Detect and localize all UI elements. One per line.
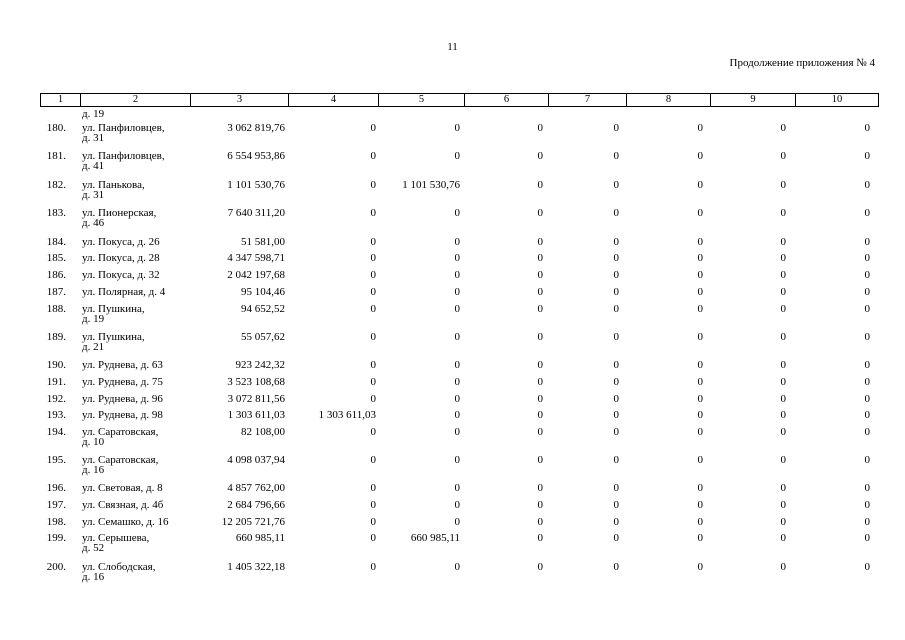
- value-col-9: 0: [780, 252, 786, 264]
- value-col-7: 0: [613, 561, 619, 573]
- row-number: 198.: [46, 516, 66, 528]
- value-col-4: 0: [370, 207, 376, 219]
- value-col-7: 0: [613, 179, 619, 191]
- value-col-8: 0: [697, 150, 703, 162]
- value-col-4: 0: [370, 150, 376, 162]
- value-col-4: 0: [370, 286, 376, 298]
- address-line-2: д. 16: [82, 571, 105, 583]
- value-col-9: 0: [780, 393, 786, 405]
- value-col-7: 0: [613, 376, 619, 388]
- column-header: 3: [191, 94, 289, 107]
- value-col-3: 2 042 197,68: [227, 269, 285, 281]
- value-col-5: 0: [454, 499, 460, 511]
- value-col-7: 0: [613, 286, 619, 298]
- row-number: 192.: [46, 393, 66, 405]
- value-col-6: 0: [537, 150, 543, 162]
- column-header: 2: [81, 94, 191, 107]
- value-col-3: 7 640 311,20: [227, 207, 285, 219]
- value-col-9: 0: [780, 359, 786, 371]
- address-line: ул. Семашко, д. 16: [82, 516, 169, 528]
- value-col-5: 0: [454, 207, 460, 219]
- carryover-address: д. 19: [82, 108, 105, 120]
- value-col-9: 0: [780, 454, 786, 466]
- value-col-3: 6 554 953,86: [227, 150, 285, 162]
- value-col-5: 0: [454, 516, 460, 528]
- row-number: 189.: [46, 331, 66, 343]
- value-col-5: 0: [454, 454, 460, 466]
- value-col-6: 0: [537, 482, 543, 494]
- row-number: 190.: [46, 359, 66, 371]
- address-line-2: д. 21: [82, 341, 105, 353]
- continuation-title: Продолжение приложения № 4: [729, 57, 875, 69]
- address-line-2: д. 46: [82, 217, 105, 229]
- value-col-9: 0: [780, 426, 786, 438]
- table-row: [40, 372, 878, 389]
- value-col-9: 0: [780, 236, 786, 248]
- value-col-3: 1 101 530,76: [227, 179, 285, 191]
- address-line-2: д. 31: [82, 189, 105, 201]
- value-col-7: 0: [613, 150, 619, 162]
- value-col-5: 0: [454, 359, 460, 371]
- value-col-8: 0: [697, 499, 703, 511]
- value-col-7: 0: [613, 236, 619, 248]
- row-number: 183.: [46, 207, 66, 219]
- value-col-3: 4 098 037,94: [227, 454, 285, 466]
- value-col-10: 0: [864, 516, 870, 528]
- value-col-8: 0: [697, 286, 703, 298]
- column-header: 7: [549, 94, 627, 107]
- row-number: 184.: [46, 236, 66, 248]
- value-col-8: 0: [697, 454, 703, 466]
- value-col-7: 0: [613, 499, 619, 511]
- value-col-4: 0: [370, 454, 376, 466]
- table-row: [40, 478, 878, 495]
- value-col-4: 0: [370, 236, 376, 248]
- value-col-3: 51 581,00: [241, 236, 285, 248]
- value-col-10: 0: [864, 236, 870, 248]
- row-number: 186.: [46, 269, 66, 281]
- value-col-8: 0: [697, 359, 703, 371]
- address-line: ул. Саратовская,: [82, 426, 159, 438]
- value-col-4: 0: [370, 393, 376, 405]
- address-line-2: д. 19: [82, 313, 105, 325]
- value-col-4: 0: [370, 376, 376, 388]
- row-number: 191.: [46, 376, 66, 388]
- table-row: [40, 495, 878, 512]
- value-col-6: 0: [537, 376, 543, 388]
- value-col-10: 0: [864, 179, 870, 191]
- value-col-6: 0: [537, 303, 543, 315]
- address-line: ул. Пионерская,: [82, 207, 157, 219]
- address-line: ул. Руднева, д. 75: [82, 376, 163, 388]
- value-col-9: 0: [780, 561, 786, 573]
- value-col-10: 0: [864, 359, 870, 371]
- value-col-3: 660 985,11: [235, 532, 285, 544]
- value-col-9: 0: [780, 409, 786, 421]
- value-col-10: 0: [864, 252, 870, 264]
- value-col-3: 55 057,62: [241, 331, 285, 343]
- value-col-4: 0: [370, 426, 376, 438]
- row-number: 200.: [46, 561, 66, 573]
- value-col-6: 0: [537, 532, 543, 544]
- value-col-9: 0: [780, 376, 786, 388]
- address-line: ул. Слободская,: [82, 561, 156, 573]
- value-col-10: 0: [864, 207, 870, 219]
- value-col-4: 0: [370, 532, 376, 544]
- address-line-2: д. 41: [82, 160, 105, 172]
- value-col-3: 4 347 598,71: [227, 252, 285, 264]
- value-col-6: 0: [537, 236, 543, 248]
- value-col-7: 0: [613, 303, 619, 315]
- value-col-6: 0: [537, 122, 543, 134]
- carryover-row: [40, 108, 878, 118]
- address-line: ул. Покуса, д. 26: [82, 236, 160, 248]
- value-col-7: 0: [613, 454, 619, 466]
- value-col-6: 0: [537, 561, 543, 573]
- value-col-10: 0: [864, 393, 870, 405]
- row-number: 195.: [46, 454, 66, 466]
- value-col-10: 0: [864, 331, 870, 343]
- value-col-8: 0: [697, 207, 703, 219]
- value-col-10: 0: [864, 376, 870, 388]
- address-line: ул. Руднева, д. 96: [82, 393, 163, 405]
- value-col-7: 0: [613, 122, 619, 134]
- value-col-3: 3 062 819,76: [227, 122, 285, 134]
- value-col-10: 0: [864, 269, 870, 281]
- value-col-6: 0: [537, 331, 543, 343]
- value-col-5: 0: [454, 150, 460, 162]
- value-col-9: 0: [780, 122, 786, 134]
- value-col-5: 0: [454, 269, 460, 281]
- value-col-10: 0: [864, 499, 870, 511]
- value-col-7: 0: [613, 426, 619, 438]
- row-number: 196.: [46, 482, 66, 494]
- table-row: [40, 528, 878, 557]
- value-col-10: 0: [864, 303, 870, 315]
- column-header: 1: [41, 94, 81, 107]
- table-row: [40, 422, 878, 450]
- column-header-table: [40, 93, 879, 107]
- value-col-5: 0: [454, 236, 460, 248]
- address-line: ул. Покуса, д. 28: [82, 252, 160, 264]
- row-number: 185.: [46, 252, 66, 264]
- value-col-10: 0: [864, 426, 870, 438]
- table-row: [40, 389, 878, 405]
- value-col-5: 0: [454, 561, 460, 573]
- value-col-8: 0: [697, 179, 703, 191]
- value-col-7: 0: [613, 482, 619, 494]
- table-row: [40, 265, 878, 282]
- value-col-3: 3 523 108,68: [227, 376, 285, 388]
- value-col-3: 3 072 811,56: [227, 393, 285, 405]
- value-col-9: 0: [780, 179, 786, 191]
- table-row: [40, 355, 878, 372]
- table-row: [40, 450, 878, 478]
- value-col-5: 0: [454, 303, 460, 315]
- column-header: 6: [465, 94, 549, 107]
- value-col-5: 0: [454, 409, 460, 421]
- value-col-7: 0: [613, 409, 619, 421]
- table-body: [40, 108, 878, 585]
- value-col-5: 0: [454, 376, 460, 388]
- value-col-9: 0: [780, 532, 786, 544]
- row-number: 187.: [46, 286, 66, 298]
- value-col-7: 0: [613, 331, 619, 343]
- address-line: ул. Саратовская,: [82, 454, 159, 466]
- table-row: [40, 232, 878, 248]
- value-col-10: 0: [864, 286, 870, 298]
- value-col-8: 0: [697, 122, 703, 134]
- value-col-5: 0: [454, 482, 460, 494]
- value-col-5: 660 985,11: [410, 532, 460, 544]
- value-col-9: 0: [780, 499, 786, 511]
- value-col-6: 0: [537, 269, 543, 281]
- address-line: ул. Полярная, д. 4: [82, 286, 166, 298]
- table-row: [40, 512, 878, 528]
- value-col-6: 0: [537, 252, 543, 264]
- table-row: [40, 405, 878, 422]
- value-col-8: 0: [697, 516, 703, 528]
- table-row: [40, 175, 878, 203]
- value-col-3: 1 303 611,03: [227, 409, 285, 421]
- value-col-6: 0: [537, 207, 543, 219]
- address-line: ул. Руднева, д. 98: [82, 409, 163, 421]
- value-col-8: 0: [697, 303, 703, 315]
- value-col-6: 0: [537, 499, 543, 511]
- value-col-7: 0: [613, 532, 619, 544]
- value-col-5: 0: [454, 426, 460, 438]
- table-row: [40, 118, 878, 146]
- value-col-5: 0: [454, 286, 460, 298]
- address-line: ул. Покуса, д. 32: [82, 269, 160, 281]
- value-col-9: 0: [780, 207, 786, 219]
- value-col-9: 0: [780, 303, 786, 315]
- value-col-9: 0: [780, 331, 786, 343]
- address-line: ул. Пушкина,: [82, 303, 145, 315]
- value-col-8: 0: [697, 376, 703, 388]
- value-col-4: 0: [370, 179, 376, 191]
- value-col-4: 0: [370, 269, 376, 281]
- value-col-4: 0: [370, 331, 376, 343]
- address-line: ул. Панфиловцев,: [82, 150, 165, 162]
- value-col-3: 4 857 762,00: [227, 482, 285, 494]
- value-col-10: 0: [864, 409, 870, 421]
- value-col-7: 0: [613, 359, 619, 371]
- value-col-3: 1 405 322,18: [227, 561, 285, 573]
- value-col-9: 0: [780, 269, 786, 281]
- address-line-2: д. 52: [82, 542, 105, 554]
- row-number: 193.: [46, 409, 66, 421]
- value-col-8: 0: [697, 532, 703, 544]
- row-number: 199.: [46, 532, 66, 544]
- value-col-7: 0: [613, 516, 619, 528]
- value-col-3: 94 652,52: [241, 303, 285, 315]
- address-line-2: д. 16: [82, 464, 105, 476]
- value-col-3: 95 104,46: [241, 286, 285, 298]
- value-col-8: 0: [697, 269, 703, 281]
- value-col-10: 0: [864, 122, 870, 134]
- value-col-4: 0: [370, 499, 376, 511]
- page-number: 11: [447, 41, 458, 53]
- table-row: [40, 203, 878, 232]
- value-col-3: 82 108,00: [241, 426, 285, 438]
- row-number: 181.: [46, 150, 66, 162]
- value-col-4: 0: [370, 303, 376, 315]
- address-line-2: д. 10: [82, 436, 105, 448]
- value-col-6: 0: [537, 454, 543, 466]
- value-col-3: 2 684 796,66: [227, 499, 285, 511]
- value-col-7: 0: [613, 269, 619, 281]
- value-col-4: 0: [370, 122, 376, 134]
- value-col-8: 0: [697, 252, 703, 264]
- value-col-4: 0: [370, 252, 376, 264]
- value-col-5: 0: [454, 252, 460, 264]
- row-number: 188.: [46, 303, 66, 315]
- value-col-9: 0: [780, 482, 786, 494]
- row-number: 180.: [46, 122, 66, 134]
- value-col-5: 1 101 530,76: [402, 179, 460, 191]
- value-col-6: 0: [537, 409, 543, 421]
- table-row: [40, 299, 878, 327]
- address-line: ул. Связная, д. 4б: [82, 499, 164, 511]
- value-col-5: 0: [454, 393, 460, 405]
- value-col-8: 0: [697, 426, 703, 438]
- address-line: ул. Пушкина,: [82, 331, 145, 343]
- value-col-7: 0: [613, 393, 619, 405]
- value-col-9: 0: [780, 150, 786, 162]
- table-row: [40, 557, 878, 585]
- column-header: 4: [289, 94, 379, 107]
- value-col-4: 0: [370, 359, 376, 371]
- row-number: 194.: [46, 426, 66, 438]
- address-line: ул. Световая, д. 8: [82, 482, 163, 494]
- address-line: ул. Панькова,: [82, 179, 145, 191]
- value-col-3: 12 205 721,76: [221, 516, 285, 528]
- address-line: ул. Панфиловцев,: [82, 122, 165, 134]
- value-col-8: 0: [697, 393, 703, 405]
- table-row: [40, 248, 878, 265]
- value-col-8: 0: [697, 561, 703, 573]
- value-col-8: 0: [697, 409, 703, 421]
- column-header: 10: [796, 94, 879, 107]
- table-row: [40, 327, 878, 355]
- row-number: 197.: [46, 499, 66, 511]
- value-col-6: 0: [537, 179, 543, 191]
- address-line-2: д. 31: [82, 132, 105, 144]
- value-col-3: 923 242,32: [235, 359, 285, 371]
- value-col-7: 0: [613, 252, 619, 264]
- value-col-7: 0: [613, 207, 619, 219]
- column-header: 5: [379, 94, 465, 107]
- value-col-4: 1 303 611,03: [318, 409, 376, 421]
- column-header: 9: [711, 94, 796, 107]
- value-col-6: 0: [537, 516, 543, 528]
- row-number: 182.: [46, 179, 66, 191]
- value-col-8: 0: [697, 482, 703, 494]
- value-col-5: 0: [454, 122, 460, 134]
- value-col-4: 0: [370, 516, 376, 528]
- table-row: [40, 146, 878, 175]
- value-col-8: 0: [697, 331, 703, 343]
- address-line: ул. Серышева,: [82, 532, 150, 544]
- value-col-10: 0: [864, 454, 870, 466]
- value-col-4: 0: [370, 561, 376, 573]
- column-header: 8: [627, 94, 711, 107]
- address-line: ул. Руднева, д. 63: [82, 359, 163, 371]
- value-col-6: 0: [537, 359, 543, 371]
- value-col-9: 0: [780, 286, 786, 298]
- value-col-10: 0: [864, 532, 870, 544]
- value-col-6: 0: [537, 393, 543, 405]
- value-col-10: 0: [864, 150, 870, 162]
- value-col-10: 0: [864, 561, 870, 573]
- value-col-6: 0: [537, 286, 543, 298]
- value-col-5: 0: [454, 331, 460, 343]
- table-row: [40, 282, 878, 299]
- value-col-6: 0: [537, 426, 543, 438]
- value-col-10: 0: [864, 482, 870, 494]
- value-col-4: 0: [370, 482, 376, 494]
- value-col-9: 0: [780, 516, 786, 528]
- value-col-8: 0: [697, 236, 703, 248]
